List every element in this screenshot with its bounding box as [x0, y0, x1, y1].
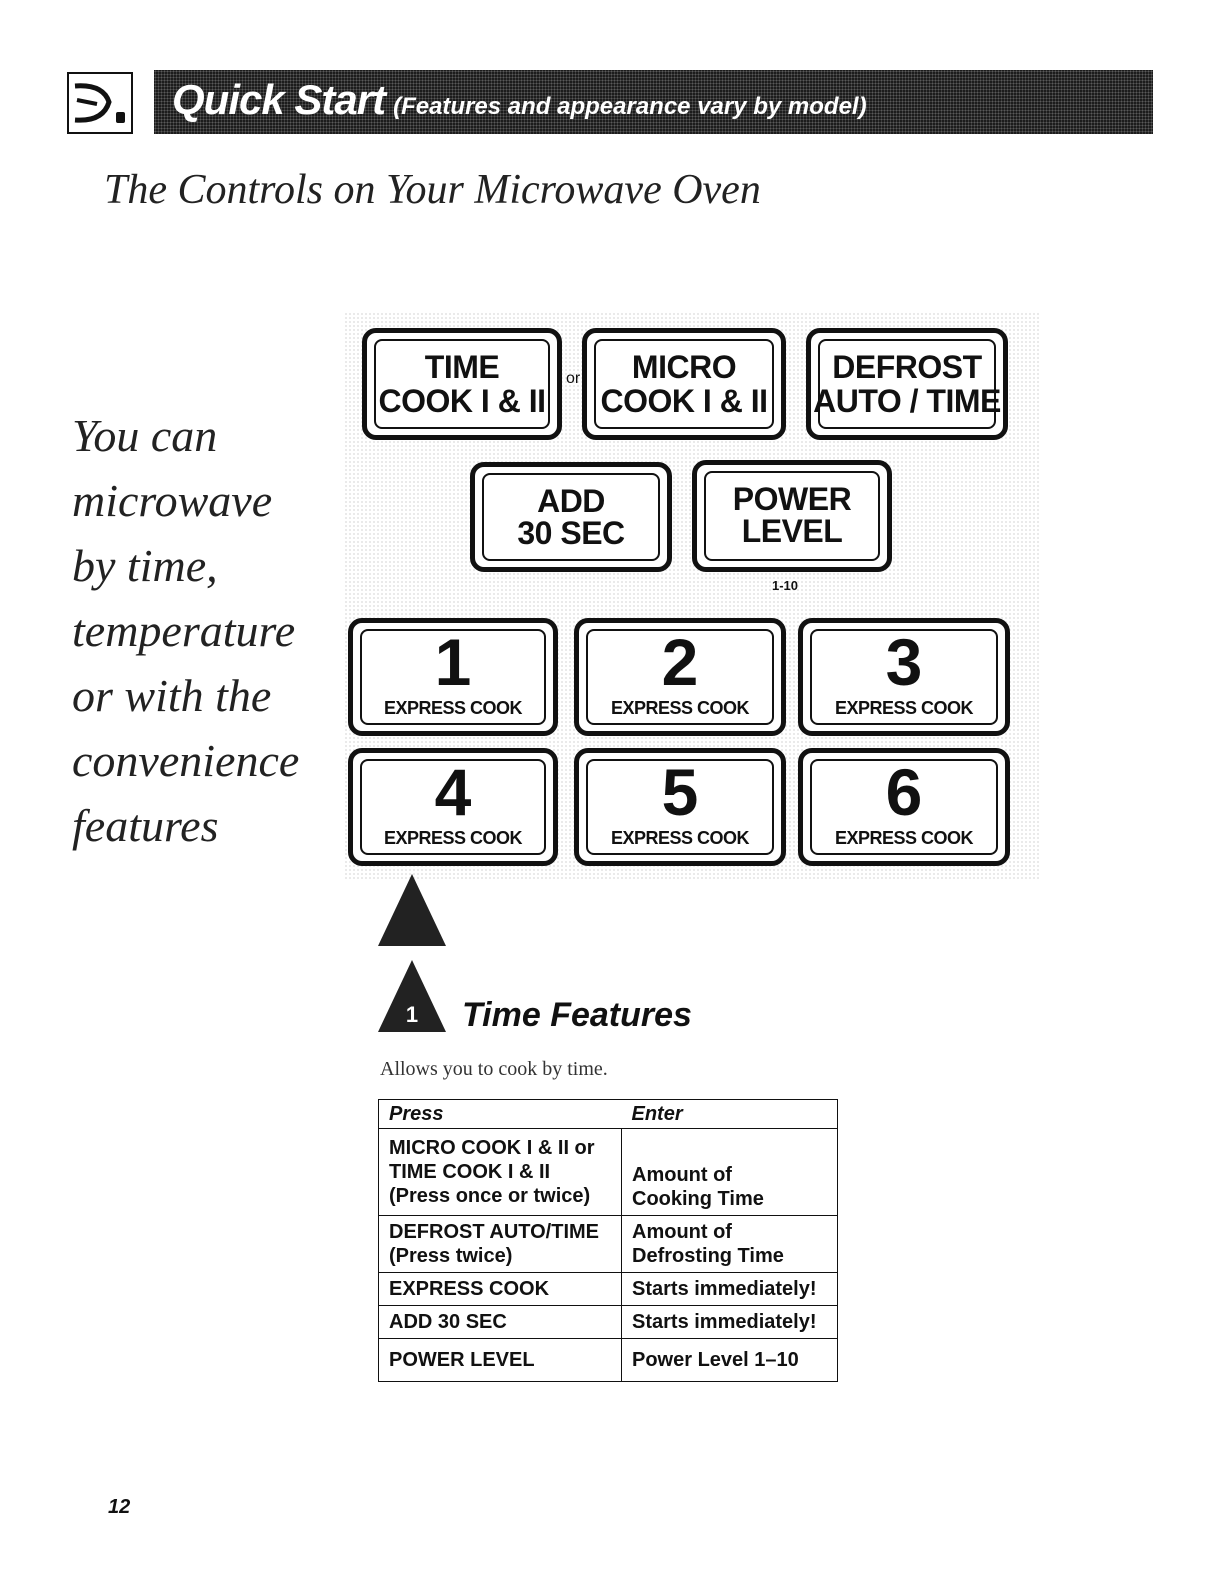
cell-line: DEFROST AUTO/TIME — [389, 1221, 599, 1243]
button-label: EXPRESS COOK — [383, 698, 523, 718]
page-title: The Controls on Your Microwave Oven — [104, 167, 761, 213]
dot-icon — [116, 112, 125, 123]
button-number: 1 — [434, 625, 472, 699]
side-text-line: by time, — [72, 540, 218, 591]
button-label: ADD — [537, 483, 605, 519]
power-level-button[interactable] — [692, 460, 892, 572]
table-header-press: Press — [379, 1100, 622, 1129]
table-cell-enter — [622, 1129, 838, 1216]
add-30-sec-button[interactable] — [470, 462, 672, 572]
table-row — [379, 1306, 838, 1339]
cell-line: TIME COOK I & II — [389, 1161, 551, 1183]
table-row — [379, 1339, 838, 1382]
express-cook-2-button[interactable] — [574, 618, 786, 736]
cell-line: (Press once or twice) — [389, 1185, 591, 1207]
side-text-line: or with the — [72, 670, 272, 721]
header-title — [172, 76, 867, 124]
page-number: 12 — [108, 1496, 131, 1518]
cell-line: (Press twice) — [389, 1245, 513, 1267]
table-row — [379, 1129, 838, 1216]
express-cook-4-button[interactable] — [348, 748, 558, 866]
table-cell-enter: Starts immediately! — [622, 1306, 838, 1339]
button-label: 30 SEC — [517, 515, 625, 551]
side-text-line: convenience — [72, 735, 300, 786]
side-text-line: You can — [72, 410, 218, 461]
table-cell-press — [379, 1129, 622, 1216]
table-cell-enter: Power Level 1–10 — [622, 1339, 838, 1382]
plate-icon — [73, 80, 113, 126]
pointer-triangle-icon — [378, 874, 446, 946]
table-cell-press: EXPRESS COOK — [379, 1273, 622, 1306]
button-label: COOK I & II — [378, 383, 546, 419]
section-description: Allows you to cook by time. — [380, 1058, 608, 1080]
button-label: EXPRESS COOK — [610, 828, 750, 848]
header-band — [154, 70, 1153, 134]
section-title: Time Features — [462, 996, 692, 1034]
header-title-main: Quick Start — [172, 76, 386, 123]
button-number: 4 — [434, 755, 472, 829]
cell-line: Amount of — [632, 1221, 732, 1243]
express-cook-3-button[interactable] — [798, 618, 1010, 736]
button-label: LEVEL — [741, 513, 843, 549]
microwave-plate-icon — [67, 72, 133, 134]
table-header-enter: Enter — [622, 1100, 838, 1129]
section-marker-number: 1 — [405, 1002, 419, 1027]
button-label: EXPRESS COOK — [834, 828, 974, 848]
cell-line: Cooking Time — [632, 1188, 764, 1210]
time-cook-button[interactable] — [362, 328, 562, 440]
express-cook-5-button[interactable] — [574, 748, 786, 866]
button-label: AUTO / TIME — [813, 383, 1001, 419]
power-range-label: 1-10 — [772, 578, 799, 593]
table-row — [379, 1216, 838, 1273]
header-subtitle: (Features and appearance vary by model) — [393, 93, 867, 120]
cell-line: MICRO COOK I & II or — [389, 1137, 595, 1159]
button-number: 5 — [661, 755, 699, 829]
button-label: EXPRESS COOK — [834, 698, 974, 718]
button-label: POWER — [732, 481, 852, 517]
button-label: MICRO — [631, 349, 737, 385]
button-label: COOK I & II — [600, 383, 768, 419]
button-label: TIME — [424, 349, 500, 385]
button-number: 2 — [661, 625, 699, 699]
side-text-line: temperature — [72, 605, 296, 656]
table-cell-press: POWER LEVEL — [379, 1339, 622, 1382]
table-cell-enter: Starts immediately! — [622, 1273, 838, 1306]
express-cook-1-button[interactable] — [348, 618, 558, 736]
side-text-line: microwave — [72, 475, 273, 526]
or-label: or — [566, 370, 581, 387]
cell-line: Amount of — [632, 1164, 732, 1186]
button-number: 6 — [885, 755, 923, 829]
defrost-button[interactable] — [806, 328, 1008, 440]
side-text — [72, 403, 342, 858]
side-text-line: features — [72, 800, 219, 851]
table-cell-press — [379, 1216, 622, 1273]
table-row — [379, 1273, 838, 1306]
micro-cook-button[interactable] — [582, 328, 786, 440]
features-table — [378, 1099, 838, 1382]
button-number: 3 — [885, 625, 923, 699]
table-cell-press: ADD 30 SEC — [379, 1306, 622, 1339]
express-cook-6-button[interactable] — [798, 748, 1010, 866]
cell-line: Defrosting Time — [632, 1245, 784, 1267]
button-label: EXPRESS COOK — [610, 698, 750, 718]
button-label: DEFROST — [832, 349, 982, 385]
table-header-row — [379, 1100, 838, 1129]
table-cell-enter — [622, 1216, 838, 1273]
button-label: EXPRESS COOK — [383, 828, 523, 848]
